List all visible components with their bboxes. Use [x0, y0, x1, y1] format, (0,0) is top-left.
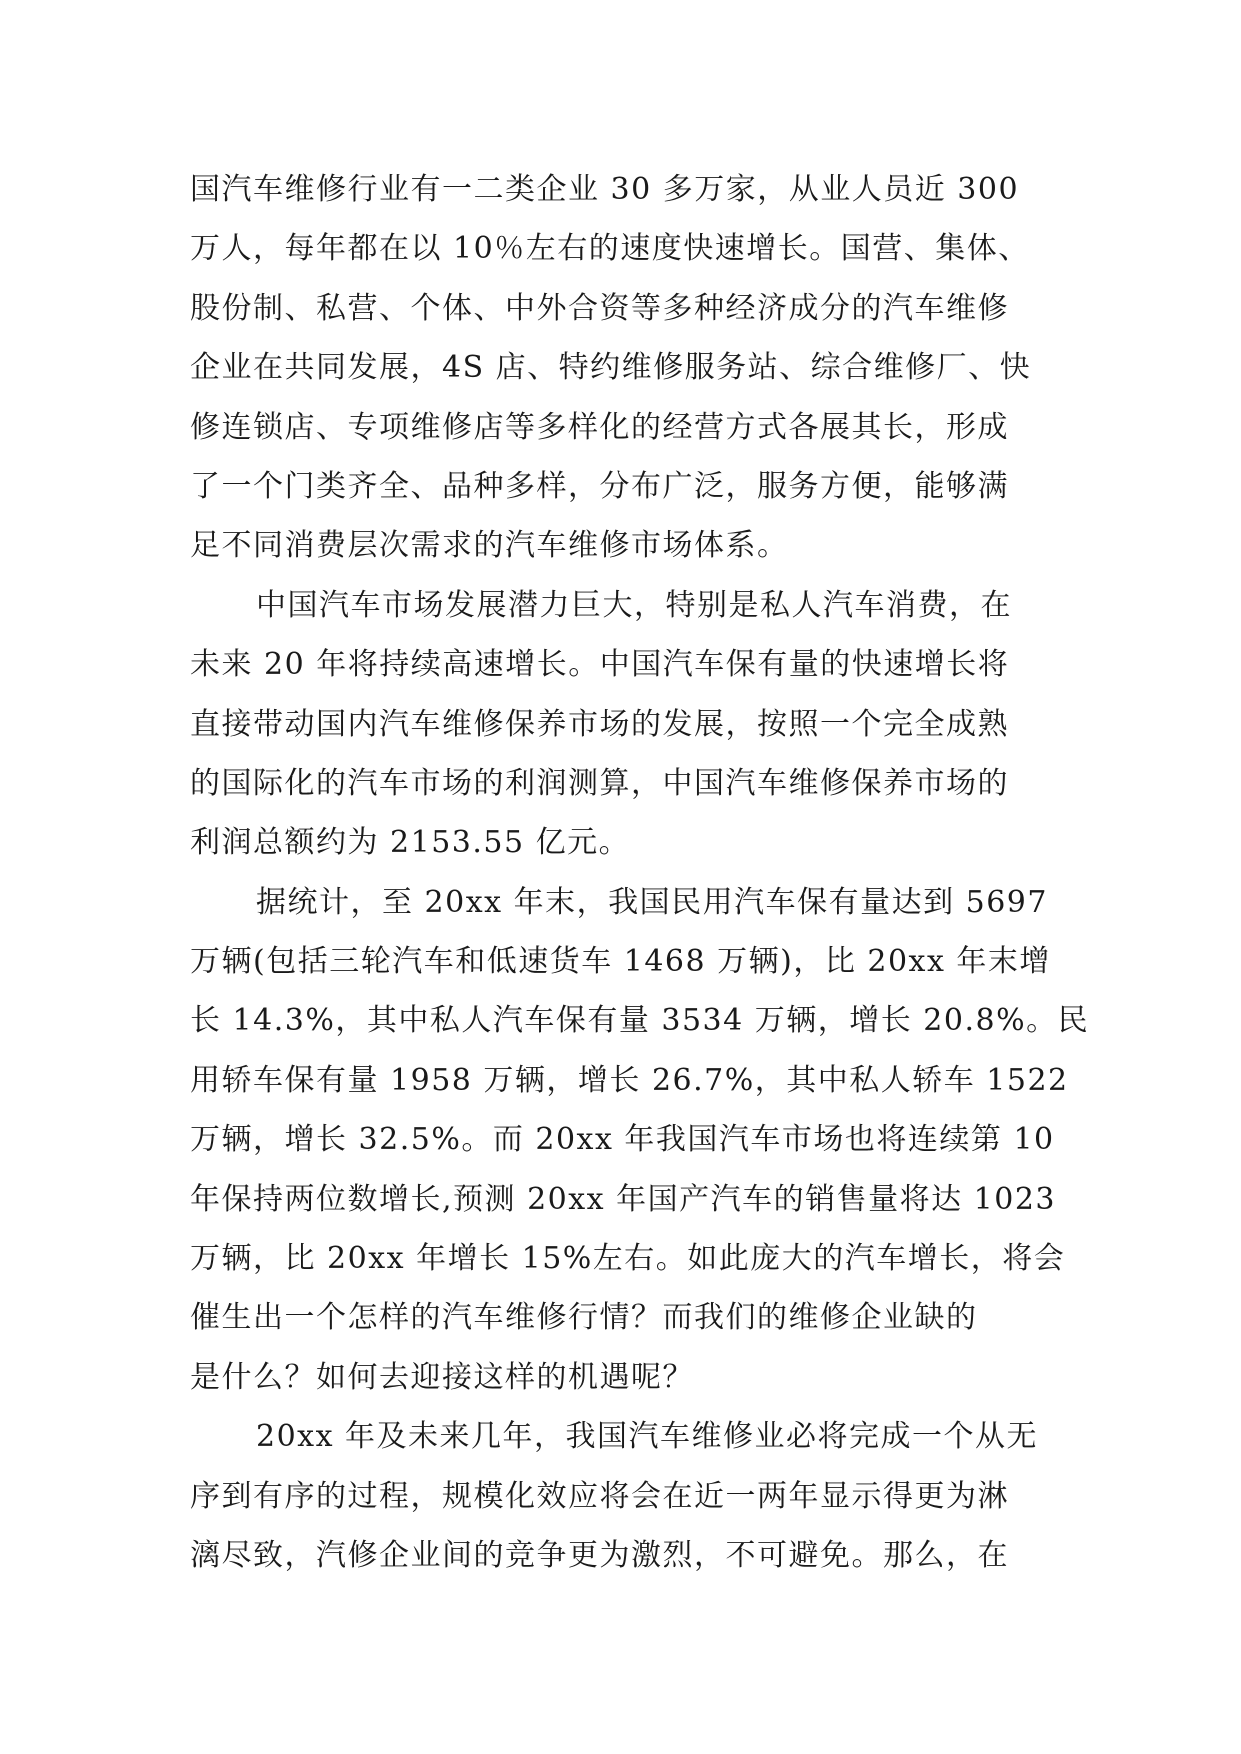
text-line: 年保持两位数增长,预测 20xx 年国产汽车的销售量将达 1023: [190, 1181, 1057, 1217]
text-line: 利润总额约为 2153.55 亿元。: [190, 825, 631, 861]
text-line: 足不同消费层次需求的汽车维修市场体系。: [190, 528, 789, 564]
text-line: 股份制、私营、个体、中外合资等多种经济成分的汽车维修: [190, 290, 1009, 326]
text-line: 直接带动国内汽车维修保养市场的发展，按照一个完全成熟: [190, 706, 1009, 742]
text-line: 万辆，增长 32.5%。而 20xx 年我国汽车市场也将连续第 10: [190, 1122, 1055, 1158]
text-line: 长 14.3%，其中私人汽车保有量 3534 万辆，增长 20.8%。民: [190, 1003, 1090, 1039]
text-line: 催生出一个怎样的汽车维修行情？而我们的维修企业缺的: [190, 1300, 978, 1336]
paragraph-start-line: 据统计，至 20xx 年末，我国民用汽车保有量达到 5697: [256, 884, 1048, 920]
text-line: 是什么？如何去迎接这样的机遇呢？: [190, 1359, 694, 1395]
text-line: 用轿车保有量 1958 万辆，增长 26.7%，其中私人轿车 1522: [190, 1062, 1069, 1098]
text-line: 国汽车维修行业有一二类企业 30 多万家，从业人员近 300: [190, 172, 1020, 207]
paragraph-start-line: 中国汽车市场发展潜力巨大，特别是私人汽车消费，在: [256, 587, 1012, 623]
paragraph-start-line: 20xx 年及未来几年，我国汽车维修业必将完成一个从无: [256, 1419, 1039, 1455]
text-line: 未来 20 年将持续高速增长。中国汽车保有量的快速增长将: [190, 647, 1010, 683]
text-line: 企业在共同发展，4S 店、特约维修服务站、综合维修厂、快: [190, 350, 1032, 386]
text-line: 修连锁店、专项维修店等多样化的经营方式各展其长，形成: [190, 409, 1009, 445]
text-line: 万辆，比 20xx 年增长 15%左右。如此庞大的汽车增长，将会: [190, 1241, 1066, 1277]
text-line: 漓尽致，汽修企业间的竞争更为激烈，不可避免。那么，在: [190, 1537, 1009, 1573]
text-line: 万人，每年都在以 10％左右的速度快速增长。国营、集体、: [190, 231, 1030, 267]
body-text: [190, 160, 1090, 1585]
text-line: 的国际化的汽车市场的利润测算，中国汽车维修保养市场的: [190, 765, 1009, 801]
text-line: 序到有序的过程，规模化效应将会在近一两年显示得更为淋: [190, 1478, 1009, 1514]
text-line: 了一个门类齐全、品种多样，分布广泛，服务方便，能够满: [190, 468, 1009, 504]
text-line: 万辆(包括三轮汽车和低速货车 1468 万辆)，比 20xx 年末增: [190, 944, 1051, 980]
